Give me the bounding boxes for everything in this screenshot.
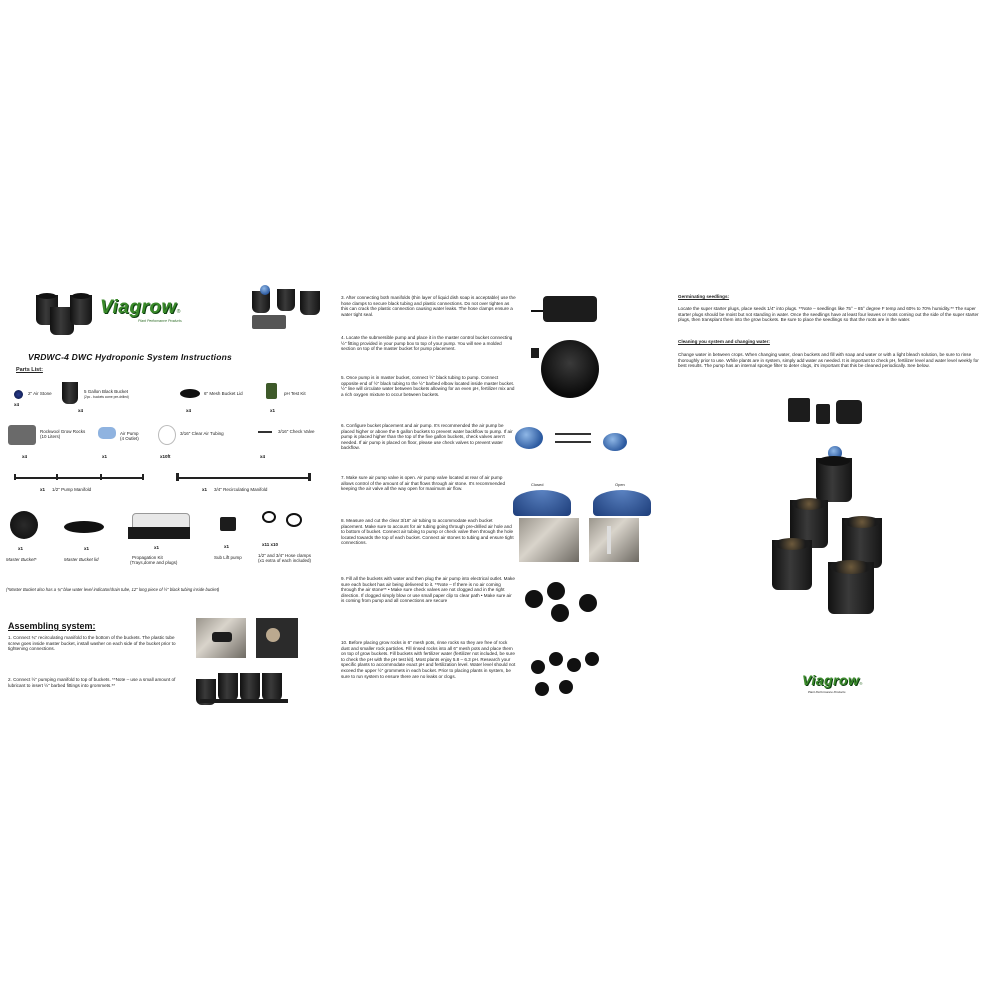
parts-footnote: (*Master Bucket also has a ¾" blue water level indicator/drain tube, 12" long piece of ½" black tubing inside bucket) (6, 587, 220, 592)
photo-valve-closed (513, 482, 573, 518)
part-master-bucket: x1 Master Bucket* (6, 511, 54, 571)
assembly-step-1: 1. Connect ¾" recirculating manifold to the bottom of the buckets. The plastic tube screw goes inside master bucket, install washer on each side of the bucket prior to tightening connections. (8, 635, 176, 652)
assembly-photo-buckets (196, 669, 296, 713)
instruction-step-7: 7. Make sure air pump valve is open. Air pump valve located at rear of air pump allows control of the amount of air that flows through air stone. It's recommended keeping the air valve all the way open for maximum air flow. (341, 475, 506, 492)
product-photo-left (30, 285, 102, 333)
page-1 (0, 285, 330, 720)
brand-tagline: Plant Performance Products (138, 319, 182, 323)
photo-air-stones (531, 650, 631, 702)
germinating-heading: Germinating seedlings: (678, 294, 730, 299)
part-propagation-kit: x1 Propagation Kit (Trays,dome and plugs) (126, 511, 201, 575)
part-air-pump: Air Pump (4 Outlet) x1 (98, 425, 148, 463)
germinating-text: Locate the super starter plugs, place seeds 1/4" into plugs. **Note – seedlings like 75° – 85° degree F temp and 60% to 70% humidity.** The super starter plugs should be moist but not standing in water. Once the seedlings have at least four leaves or roots coming out the side of the super starter plugs, then transplant them into the grow buckets. Be sure to place the seedlings so that the roots are in the water. (678, 306, 979, 323)
valve-open-label: Open (615, 482, 625, 487)
page-3 (672, 294, 992, 714)
photo-air-hole (589, 518, 639, 562)
instruction-step-8: 8. Measure and cut the clear 3/16" air tubing to accommodate each bucket placement. Make sure to account for air tubing going through pre-drilled air hole and to bottom of bucket. Connect air tubing to pump or check valve then through the hole located towards the top of each bucket. Connect air stones to tubing and ensure tight connections. (341, 518, 514, 546)
part-pump-manifold: x1 1/2" Pump Manifold (10, 473, 150, 499)
instruction-step-10: 10. Before placing grow rocks in 6" mesh pots, rinse rocks so they are free of rock dust and smaller rock particles. Fill rinsed rocks into all 6" mesh pots and place them on top of grow buckets. Fill buckets with fertilizer water (fertilizer not included, be sure to check the pH with the pH test kit). Most plants enjoy 5.8 – 6.3 pH. Research your specific plants to accommodate exact pH and fertilization level. Water level should not exceed the upper ½" grommets in each bucket. Prior to placing plants in system, be sure to run system to ensure there are no leaks or clogs. (341, 640, 516, 679)
photo-master-bucket-top (531, 338, 603, 410)
assembly-photo-grommet (256, 618, 298, 658)
part-sub-lift-pump: x1 Sub Lift pump (214, 513, 254, 573)
brand-logo: Viagrow® Plant Performance Products (100, 297, 210, 323)
part-black-bucket: 5 Gallon Black Bucket (2pc - buckets come pre-drilled) x4 (62, 378, 147, 418)
part-air-stone: 2" Air Stone x4 (14, 391, 52, 407)
photo-check-valves (513, 425, 653, 470)
instruction-step-6: 6. Configure bucket placement and air pump. It's recommended the air pump be placed higher or above the 5 gallon buckets to prevent water backflow to pump. If air pump is placed higher than the top of the five gallon buckets, check valves aren't needed. If air pump is placed on floor, please use check valves to prevent water backflow. (341, 423, 513, 451)
part-hose-clamps: x11 x10 1/2" and 3/4" Hose clamps (x1 extra of each included) (258, 511, 328, 575)
part-check-valve: 3/16" Check Valve x4 (260, 429, 315, 459)
photo-pump-placement (531, 292, 601, 328)
part-ph-test-kit: pH Test Kit x1 (266, 381, 326, 417)
part-recirculating-manifold: x1 3/4" Recirculating Manifold (172, 473, 322, 499)
instruction-step-9: 9. Fill all the buckets with water and then plug the air pump into electrical outlet. Make sure each bucket has air being delivered to it. **Note – If there is no air coming through the air stone** • Make sure check valves are not clogged and in the right direction. If clogged simply blow or use small paper clip to clear path • Make sure air is coming from pump and all connections are secure (341, 576, 515, 604)
parts-heading: Parts List: (16, 367, 43, 373)
brand-logo-small: Viagrow® Plant Performance Products (802, 672, 892, 694)
valve-closed-label: Closed (531, 482, 544, 487)
assembly-photo-fitting (196, 618, 246, 658)
product-photo-right (232, 285, 327, 335)
photo-pump-filter (788, 394, 878, 434)
assembling-heading: Assembling system: (8, 621, 96, 631)
part-mesh-lid: 6" Mesh Bucket Lid x4 (180, 385, 255, 417)
instruction-step-3: 3. After connecting both manifolds (thin layer of liquid dish soap is acceptable) use the hose clamps to secure black tubing and plastic connections. Do not over tighten as this can crack the plastic connection causing water leaks. The hose clamps ensure a water tight seal. (341, 295, 516, 317)
cleaning-heading: Cleaning you system and changing water: (678, 339, 770, 344)
cleaning-text: Change water in between crops. When changing water, clean buckets and fill with soap and water or with a light bleach solution, be sure to rinse thoroughly prior to use. While plants are in system, simply add water as needed. It is important to check pH, fertilizer level and water level weekly for best results. The pump has an internal sponge filter to deter clogs, it's important that this be cleaned periodically. See below. (678, 352, 979, 369)
photo-air-tubing-cut (519, 518, 579, 562)
part-air-tubing: 3/16" Clear Air Tubing x10ft (158, 425, 238, 463)
instruction-step-5: 5. Once pump is in master bucket, connect ½" black tubing to pump. Connect opposite end of ½" black tubing to the ½" barbed elbow located inside master bucket. ½" line will circulate water between buckets allowing for an even pH, fertilizer mix and a rich oxygen mixture to occur between buckets. (341, 375, 515, 397)
photo-valve-open (593, 482, 653, 518)
part-grow-rocks: Rockwool Grow Rocks (10 Liters) x4 (8, 423, 86, 463)
assembly-step-2: 2. Connect ½" pumping manifold to top of buckets. **Note – use a small amount of lubricant to insert ½" barbed fittings into grommets.** (8, 677, 176, 688)
instruction-step-4: 4. Locate the submersible pump and place it in the master control bucket connecting ½" fitting provided in your pump box to top of your pump. You will see a molded section on top of the master bucket for pump placement. (341, 335, 513, 352)
photo-full-system (766, 444, 896, 614)
brand-tagline-small: Plant Performance Products (808, 690, 846, 694)
page-2 (335, 290, 665, 720)
photo-mesh-pots (521, 580, 631, 630)
page-title: VRDWC-4 DWC Hydroponic System Instructions (28, 352, 232, 362)
part-master-bucket-lid: x1 Master Bucket lid (60, 515, 120, 571)
